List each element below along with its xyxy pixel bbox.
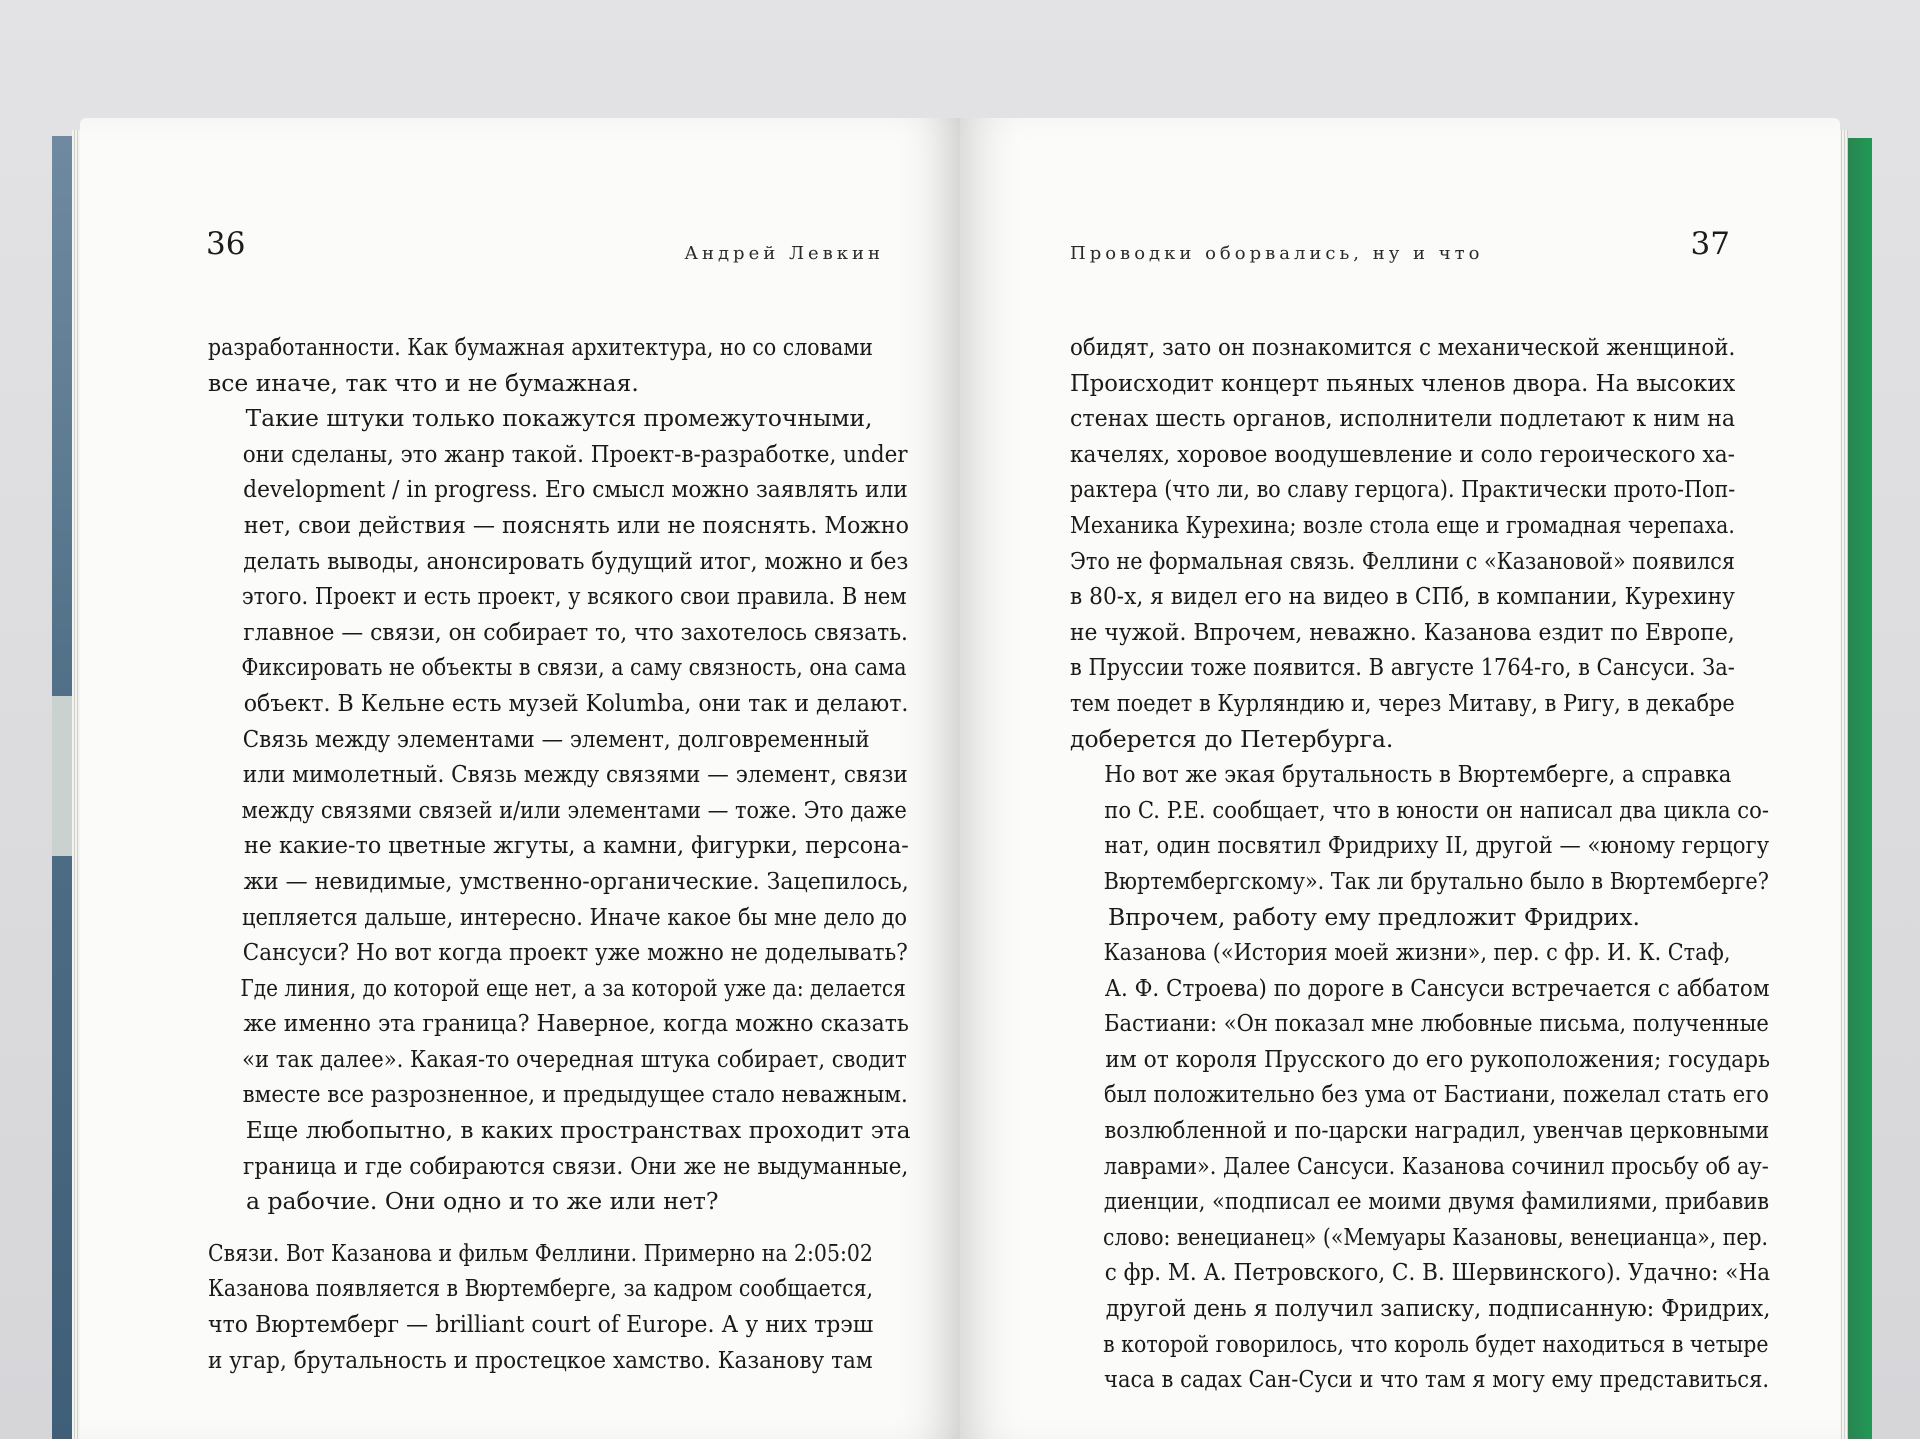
- text-line: Это не формальная связь. Феллини с «Казановой» появился: [1070, 546, 1735, 575]
- text-line: не чужой. Впрочем, неважно. Казанова ездит по Европе,: [1070, 617, 1735, 646]
- text-line: Механика Курехина; возле стола еще и громадная черепаха.: [1070, 510, 1735, 539]
- text-line: лаврами». Далее Сансуси. Казанова сочинил просьбу об ау-: [1103, 1151, 1769, 1180]
- text-line: а рабочие. Они одно и то же или нет?: [246, 1187, 719, 1216]
- text-line: Связь между элементами — элемент, долговременный: [242, 724, 870, 753]
- text-line: делать выводы, анонсировать будущий итог, можно и без: [243, 546, 909, 575]
- text-line: нет, свои действия — пояснять или не пояснять. Можно: [243, 510, 909, 539]
- text-line: в 80-х, я видел его на видео в СПб, в компании, Курехину: [1070, 582, 1735, 611]
- paragraph: [208, 401, 909, 721]
- text-line: они сделаны, это жанр такой. Проект-в-разработке, under: [242, 439, 908, 468]
- text-line: Казанова («История моей жизни», пер. с фр. И. К. Стаф,: [1103, 938, 1731, 967]
- text-line: доберется до Петербурга.: [1070, 724, 1394, 753]
- running-head: Проводки оборвались, ну и что: [1070, 243, 1484, 264]
- right-page: [960, 118, 1840, 1439]
- text-line: объект. В Кельне есть музей Kolumba, они так и делают.: [243, 688, 909, 717]
- text-line: был положительно без ума от Бастиани, пожелал стать его: [1103, 1080, 1769, 1109]
- left-page: [80, 118, 960, 1439]
- text-line: жи — невидимые, умственно-органические. Зацепилось,: [243, 866, 909, 895]
- text-line: Где линия, до которой еще нет, а за которой уже да: делается: [240, 973, 906, 1002]
- text-line: с фр. М. А. Петровского, С. В. Шервинского). Удачно: «На: [1104, 1258, 1771, 1287]
- paragraph: [1070, 330, 1735, 757]
- text-line: в которой говорилось, что король будет находиться в четыре: [1103, 1329, 1769, 1358]
- text-line: качелях, хоровое воодушевление и соло героического ха-: [1070, 439, 1735, 468]
- text-line: что Вюртемберг — brilliant court of Europe. А у них трэш: [208, 1310, 874, 1339]
- paragraph: [1070, 757, 1770, 935]
- text-line: между связями связей и/или элементами — тоже. Это даже: [241, 795, 907, 824]
- text-line: возлюбленной и по-царски наградил, увенчав церковными: [1104, 1116, 1770, 1145]
- text-line: этого. Проект и есть проект, у всякого свои правила. В нем: [241, 582, 907, 611]
- text-line: development / in progress. Его смысл можно заявлять или: [243, 475, 908, 504]
- page-number: 37: [1690, 226, 1730, 262]
- text-line: и угар, брутальность и простецкое хамство. Казанову там: [208, 1345, 873, 1374]
- running-head: Андрей Левкин: [684, 243, 884, 264]
- text-line: цепляется дальше, интересно. Иначе какое бы мне дело до: [241, 902, 908, 931]
- page-number: 36: [206, 226, 246, 262]
- page-body: [208, 330, 911, 1378]
- text-line: рактера (что ли, во славу герцога). Практически прото-Поп-: [1070, 475, 1736, 504]
- paragraph: [208, 1236, 873, 1378]
- text-line: тем поедет в Курляндию и, через Митаву, в Ригу, в декабре: [1070, 688, 1735, 717]
- paragraph: [208, 722, 911, 1220]
- text-line: не какие-то цветные жгуты, а камни, фигурки, персона-: [243, 831, 909, 860]
- text-line: Такие штуки только покажутся промежуточными,: [245, 404, 873, 433]
- text-line: или мимолетный. Связь между связями — элемент, связи: [242, 760, 908, 789]
- text-line: А. Ф. Строева) по дороге в Сансуси встречается с аббатом: [1104, 973, 1770, 1002]
- text-line: слово: венецианец» («Мемуары Казановы, венецианца», пер.: [1103, 1222, 1769, 1251]
- page-body: [1070, 330, 1771, 1398]
- text-line: Бастиани: «Он показал мне любовные письма, полученные: [1104, 1009, 1769, 1038]
- text-line: по C. P.E. сообщает, что в юности он написал два цикла со-: [1104, 795, 1770, 824]
- text-line: Фиксировать не объекты в связи, а саму связность, она сама: [241, 653, 907, 682]
- text-line: же именно эта граница? Наверное, когда можно сказать: [243, 1009, 909, 1038]
- text-line: Происходит концерт пьяных членов двора. На высоких: [1070, 368, 1736, 397]
- text-line: Вюртембергскому». Так ли брутально было в Вюртемберге?: [1103, 866, 1769, 895]
- text-line: «и так далее». Какая-то очередная штука собирает, сводит: [242, 1044, 907, 1073]
- text-line: им от короля Прусского до его рукоположения; государь: [1105, 1044, 1770, 1073]
- text-line: диенции, «подписал ее моими двумя фамилиями, прибавив: [1103, 1187, 1770, 1216]
- text-line: Впрочем, работу ему предложит Фридрих.: [1108, 902, 1640, 931]
- text-line: граница и где собираются связи. Они же не выдуманные,: [242, 1151, 909, 1180]
- text-line: нат, один посвятил Фридриху II, другой — «юному герцогу: [1104, 831, 1770, 860]
- text-line: другой день я получил записку, подписанную: Фридрих,: [1105, 1294, 1771, 1323]
- text-line: часа в садах Сан-Суси и что там я могу ему представиться.: [1104, 1365, 1770, 1394]
- text-line: все иначе, так что и не бумажная.: [208, 368, 639, 397]
- paragraph: [1070, 935, 1771, 1398]
- text-line: Но вот же экая брутальность в Вюртемберге, а справка: [1104, 760, 1732, 789]
- text-line: Сансуси? Но вот когда проект уже можно не доделывать?: [242, 938, 908, 967]
- text-line: Связи. Вот Казанова и фильм Феллини. Примерно на 2:05:02: [208, 1238, 873, 1267]
- text-line: обидят, зато он познакомится с механической женщиной.: [1070, 333, 1736, 361]
- text-line: вместе все разрозненное, и предыдущее стало неважным.: [242, 1080, 908, 1109]
- text-line: главное — связи, он собирает то, что захотелось связать.: [243, 617, 909, 646]
- text-line: разработанности. Как бумажная архитектура, но со словами: [208, 333, 873, 361]
- text-line: Казанова появляется в Вюртемберге, за кадром сообщается,: [208, 1274, 874, 1303]
- text-line: Еще любопытно, в каких пространствах проходит эта: [245, 1116, 911, 1145]
- text-line: в Пруссии тоже появится. В августе 1764-го, в Сансуси. За-: [1070, 653, 1735, 682]
- text-line: стенах шесть органов, исполнители подлетают к ним на: [1070, 404, 1736, 433]
- paragraph: [208, 330, 873, 401]
